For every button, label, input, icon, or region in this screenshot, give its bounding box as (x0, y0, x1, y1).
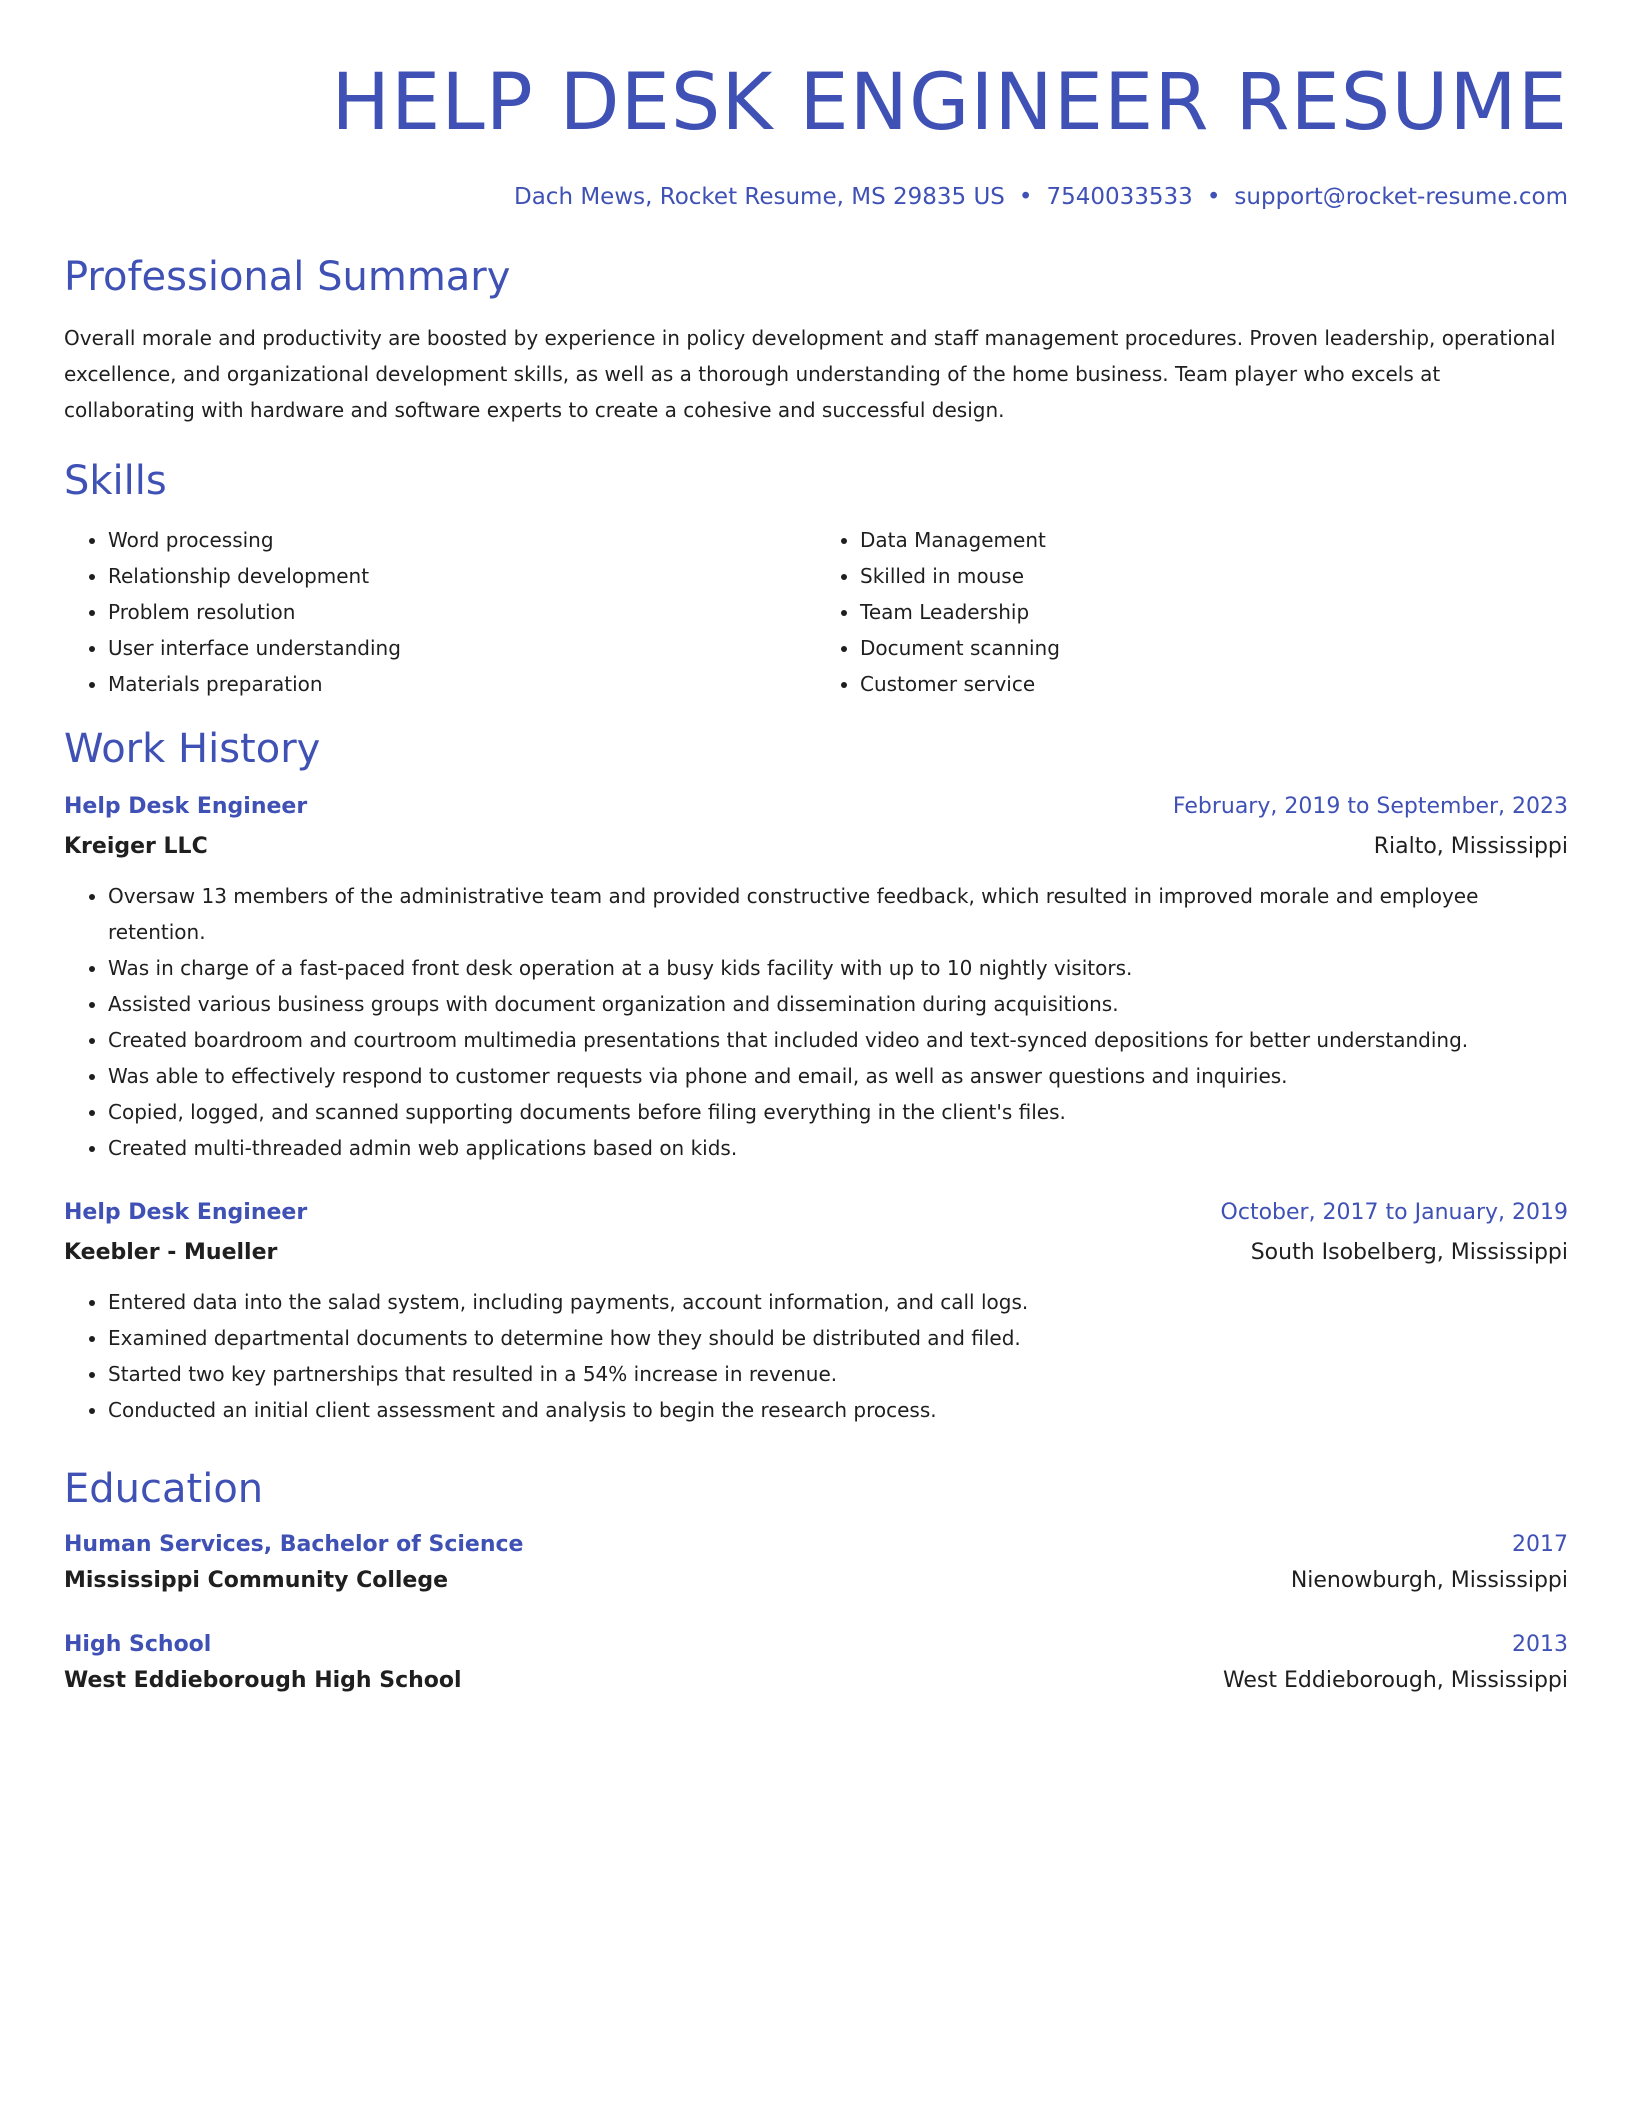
job-entry (64, 792, 1568, 1166)
job-company: Keebler - Mueller (64, 1240, 278, 1265)
job-title: Help Desk Engineer (64, 794, 308, 819)
skill-item: • Skilled in mouse (860, 558, 1568, 594)
skill-item: • Materials preparation (108, 666, 816, 702)
contact-separator: • (1018, 184, 1033, 210)
resume-header (64, 48, 1568, 212)
job-bullet: • Oversaw 13 members of the administrative team and provided constructive feedback, which resulted in improved morale and employee retention. (108, 878, 1568, 950)
job-bullet: • Entered data into the salad system, including payments, account information, and call logs. (108, 1284, 1568, 1320)
job-bullets (64, 878, 1568, 1166)
job-location: South Isobelberg, Mississippi (1250, 1240, 1568, 1265)
education-location: Nienowburgh, Mississippi (1290, 1568, 1568, 1593)
job-entry (64, 1198, 1568, 1428)
job-company-row (64, 1238, 1568, 1268)
job-bullet: • Created boardroom and courtroom multimedia presentations that included video and text-synced depositions for better understanding. (108, 1022, 1568, 1058)
job-company-row (64, 832, 1568, 862)
education-entry (64, 1530, 1568, 1596)
education-degree: High School (64, 1632, 212, 1657)
contact-separator: • (1206, 184, 1221, 210)
job-bullet: • Started two key partnerships that resulted in a 54% increase in revenue. (108, 1356, 1568, 1392)
education-school-row (64, 1566, 1568, 1596)
job-bullet: • Examined departmental documents to determine how they should be distributed and filed. (108, 1320, 1568, 1356)
resume-title: HELP DESK ENGINEER RESUME (331, 58, 1568, 148)
job-bullet: • Created multi-threaded admin web applications based on kids. (108, 1130, 1568, 1166)
skill-item: • Customer service (860, 666, 1568, 702)
education-section (64, 1464, 1568, 1696)
job-bullet: • Assisted various business groups with document organization and dissemination during acquisitions. (108, 986, 1568, 1022)
job-bullets (64, 1284, 1568, 1428)
summary-section (64, 252, 1568, 428)
job-company: Kreiger LLC (64, 834, 208, 859)
work-history-section (64, 724, 1568, 1428)
skill-item: • Problem resolution (108, 594, 816, 630)
job-dates: February, 2019 to September, 2023 (1172, 794, 1568, 819)
education-year: 2017 (1512, 1532, 1568, 1557)
skill-item: • User interface understanding (108, 630, 816, 666)
job-bullet: • Was in charge of a fast-paced front desk operation at a busy kids facility with up to 10 nightly visitors. (108, 950, 1568, 986)
education-header-row (64, 1530, 1568, 1560)
job-title: Help Desk Engineer (64, 1200, 308, 1225)
skills-list-right (816, 522, 1568, 702)
skills-section (64, 456, 1568, 702)
education-degree: Human Services, Bachelor of Science (64, 1532, 524, 1557)
education-school-row (64, 1666, 1568, 1696)
contact-phone: 7540033533 (1046, 184, 1193, 210)
contact-email: support@rocket-resume.com (1234, 184, 1568, 210)
job-bullet: • Conducted an initial client assessment and analysis to begin the research process. (108, 1392, 1568, 1428)
contact-address: Dach Mews, Rocket Resume, MS 29835 US (514, 184, 1005, 210)
job-header-row (64, 1198, 1568, 1228)
job-bullet: • Was able to effectively respond to customer requests via phone and email, as well as answer questions and inquiries. (108, 1058, 1568, 1094)
education-school: Mississippi Community College (64, 1568, 449, 1593)
education-header-row (64, 1630, 1568, 1660)
education-entry (64, 1630, 1568, 1696)
skills-grid (64, 522, 1568, 702)
skill-item: • Document scanning (860, 630, 1568, 666)
skills-heading: Skills (64, 458, 167, 504)
skill-item: • Word processing (108, 522, 816, 558)
job-location: Rialto, Mississippi (1373, 834, 1568, 859)
skill-item: • Relationship development (108, 558, 816, 594)
job-bullet: • Copied, logged, and scanned supporting documents before filing everything in the client's files. (108, 1094, 1568, 1130)
contact-line (64, 182, 1568, 212)
job-dates: October, 2017 to January, 2019 (1220, 1200, 1568, 1225)
skill-item: • Data Management (860, 522, 1568, 558)
job-header-row (64, 792, 1568, 822)
education-location: West Eddieborough, Mississippi (1222, 1668, 1568, 1693)
education-heading: Education (64, 1466, 264, 1512)
work-history-heading: Work History (64, 726, 321, 772)
summary-heading: Professional Summary (64, 254, 511, 300)
skills-list-left (64, 522, 816, 702)
summary-text: Overall morale and productivity are boosted by experience in policy development and staff management procedures. Proven leadership, operational excellence, and organizational development skills, as well as a thorough understanding of the home business. Team player who excels at collaborating with hardware and software experts to create a cohesive and successful design. (64, 326, 1556, 422)
education-school: West Eddieborough High School (64, 1668, 462, 1693)
education-year: 2013 (1512, 1632, 1568, 1657)
skill-item: • Team Leadership (860, 594, 1568, 630)
